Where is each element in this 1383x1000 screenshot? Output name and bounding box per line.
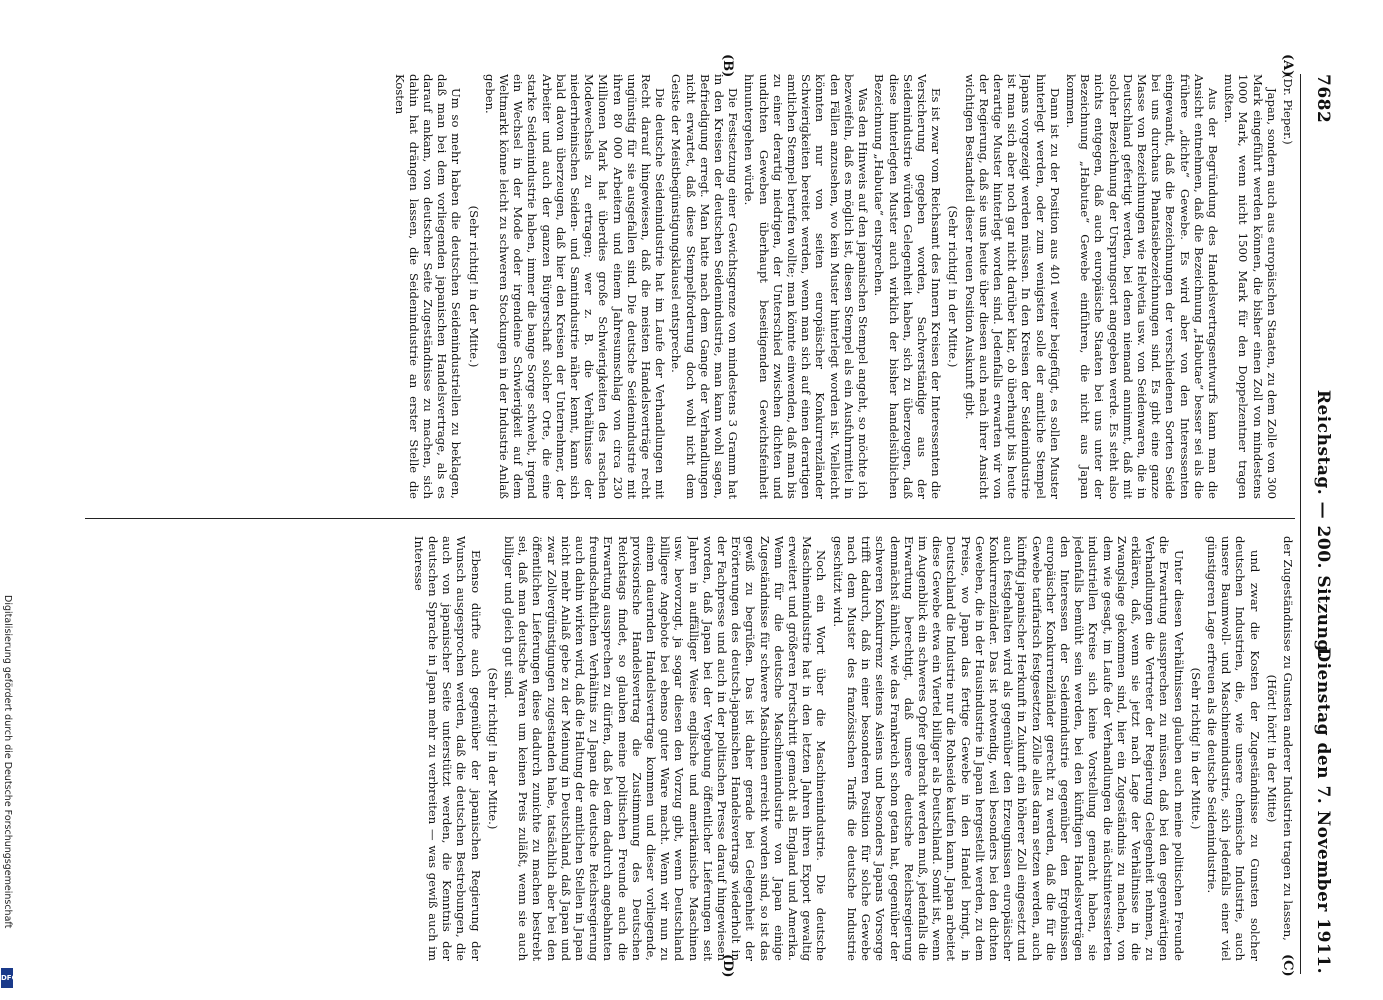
paragraph: Um so mehr haben die deutschen Seidenindustriellen zu beklagen, daß man bei dem vorliegenden japanischen Handelsvertrage, als es darauf ankam, von deutscher Seite Zugeständnisse zu machen, sich dahin hat drängen lassen, die Seidenindustrie an erster Stelle die Kosten bbox=[392, 74, 464, 499]
page-header bbox=[1305, 74, 1335, 974]
dfg-logo-icon: DFG bbox=[1, 968, 13, 988]
speaker-label: (Dr. Pieper.) bbox=[1281, 74, 1295, 145]
paragraph: und zwar die Kosten der Zugeständnisse zu Gunsten solcher deutschen Industrien, die, wie unsere chemische Industrie, auch unsere Baumwoll- und Maschinenindustrie, sich jedenfalls einer viel günstigeren Lage erfreuen als die deutsche Seidenindustrie. bbox=[1204, 536, 1262, 961]
interjection: (Sehr richtig! in der Mitte.) bbox=[466, 205, 481, 368]
paragraph: Ebenso dürfte auch gegenüber der japanischen Regierung der Wunsch ausgesprochen werden, daß die deutschen Bestrebungen, die auch von japanischer Seite unterstützt werden, die Kenntnis der deutschen Sprache in Japan mehr zu verbreiten — was gewiß auch im Interesse bbox=[411, 536, 483, 961]
page-number: 7682 bbox=[1313, 74, 1333, 124]
margin-marker-c: (C) bbox=[1280, 954, 1295, 977]
paragraph: Japan, sondern auch aus europäischen Staaten, zu dem Zolle von 300 Mark eingeführt werden können, die bisher einen Zoll von mindestens 1000 Mark, wenn nicht 1500 Mark für den Doppelzentner tragen mußten. bbox=[1222, 74, 1279, 499]
page-title: Reichstag. — 200. Sitzung. bbox=[1313, 389, 1333, 659]
paragraph: Die Festsetzung einer Gewichtsgrenze von mindestens 3 Gramm hat in den Kreisen der deutschen Seidenindustrie, man kann wohl sagen, Befriedigung erregt. Man hatte nach dem Gange der Verhandlungen nicht erwartet, daß diese Stempelforderung doch wohl nicht dem Geiste der Meistbegünstigungsklausel entspreche. bbox=[669, 74, 741, 499]
funding-note: Digitalisierung gefördert durch die Deutsche Forschungsgemeinschaft bbox=[2, 595, 13, 929]
margin-marker-b: (B) bbox=[720, 54, 735, 78]
paragraph: der Zugeständnisse zu Gunsten anderer Industrien tragen zu lassen, bbox=[1281, 536, 1295, 941]
paragraph: Was den Hinweis auf den japanischen Stempel angeht, so möchte ich bezweifeln, daß es möglich ist, diesen Stempel als ein Ausfuhrmittel in den Fällen anzusehen, wo kein Muster hinterlegt worden ist. Vielleicht könnten nur von seiten europäischer Konkurrenzländer Schwierigkeiten bereitet werden, wenn man sich auf einen derartigen amtlichen Stempel berufen wollte; man könnte einwenden, daß man bis zu einer derartig niedrigen, der Unterschied zwischen dichten und undichten Geweben überhaupt beseitigenden Gewichtsfeinheit hinuntergehen würde. bbox=[742, 74, 871, 499]
margin-marker-d: (D) bbox=[720, 954, 735, 978]
digitization-note bbox=[1, 595, 18, 995]
session-date: Dienstag den 7. November 1911. bbox=[1313, 647, 1333, 974]
paragraph: Noch ein Wort über die Maschinenindustrie. Die deutsche Maschinenindustrie hat in den letzten Jahren ihren Export gewaltig erweitert und größeren Fortschritt gemacht als England und Amerika. Wenn für die deutsche Maschinenindustrie von Japan einige Zugeständnisse für schwere Maschinen erreicht worden sind, so ist das gewiß zu begrüßen. Das ist daher gerade bei Gelegenheit der Erörterungen des deutsch-japanischen Handelsvertrags wiederholt in der Fachpresse und auch in der politischen Presse darauf hingewiesen worden, daß Japan bei der Vergebung öffentlicher Lieferungen seit Jahren in auffälliger Weise englische und amerikanische Maschinen usw. bevorzugt, ja sogar diesen den Vorzug gibt, wenn Deutschland billigere Angebote bei ebenso guter Ware macht. Wenn wir nun zu einem dauernden Handelsvertrage kommen und dieser vorliegende, provisorische Handelsvertrag die Zustimmung des Deutschen Reichstags findet, so glauben meine politischen Freunde auch die Erwartung aussprechen zu dürfen, daß bei dem dadurch angebahnten freundschaftlichen Verhältnis zu Japan die deutsche Reichsregierung auch dahin wirken wird, daß die Haltung der amtlichen Stellen in Japan nicht mehr Anlaß gebe zu der Meinung in Deutschland, daß Japan und zwar Zollvergünstigungen zugestanden habe, tatsächlich aber bei den öffentlichen Lieferungen diese dadurch zunichte zu machen bestrebt sei, daß man deutsche Waren um keinen Preis zuläßt, wenn sie auch billiger und gleich gut sind. bbox=[502, 536, 829, 961]
header-rule bbox=[1300, 74, 1301, 974]
right-column bbox=[85, 536, 1295, 961]
interjection: (Sehr richtig! in der Mitte.) bbox=[1188, 667, 1203, 830]
interjection: (Sehr richtig! in der Mitte.) bbox=[946, 205, 961, 368]
margin-marker-a: (A) bbox=[1280, 54, 1295, 77]
column-divider bbox=[85, 518, 1295, 519]
paragraph: Dann ist zu der Position aus 401 weiter beigefügt, es sollen Muster hinterlegt werden, oder zum wenigsten solle der amtliche Stempel Japans vorgezeigt werden müssen. In den Kreisen der Seidenindustrie ist man sich aber noch gar nicht darüber klar, ob überhaupt bis heute derartige Muster hinterlegt worden sind. Jedenfalls erwarten wir von der Regierung, daß sie uns heute über diesen auch nach ihrer Ansicht wichtigen Bestandteil dieser neuen Position Auskunft gibt. bbox=[962, 74, 1062, 499]
interjection: (Hört! hört! in der Mitte) bbox=[1264, 674, 1279, 823]
left-column bbox=[85, 74, 1295, 499]
interjection: (Sehr richtig! in der Mitte.) bbox=[485, 667, 500, 830]
paragraph: Die deutsche Seidenindustrie hat im Laufe der Verhandlungen mit Recht darauf hingewiesen, daß die meisten Handelsverträge recht ungünstig für sie ausgefallen sind. Die deutsche Seidenindustrie mit ihren 80 000 Arbeitern und einem Jahresumschlag von circa 230 Millionen Mark hat überdies große Schwierigkeiten des raschen Modewechsels zu ertragen; wer z. B. die Verhältnisse der niederrheinischen Seiden- und Samtindustrie näher kennt, kann sich bald davon überzeugen, daß hier den Kreisen der Unternehmer, der Arbeiter und auch der ganzen Bürgerschaft solcher Orte, die eine starke Seidenindustrie haben, immer die bange Sorge schwebt, irgend ein Wechsel in der Mode oder irgendeine Schwierigkeit auf dem Weltmarkt könne leicht zu schweren Stockungen in der Industrie Anlaß geben. bbox=[482, 74, 668, 499]
paragraph: Aus der Begründung des Handelsvertragsentwurfs kann man die Ansicht entnehmen, daß die Bezeichnung „Habutae“ besser sei als die frühere „dichte“ Gewebe. Es wird aber von den Interessenten eingewandt, daß die Bezeichnungen der verschiedenen Sorten Seide bei uns durchaus Phantasiebezeichnungen sind. Es gibt eine ganze Masse von Bezeichnungen wie Helvetia usw. von Seidenwaren, die in Deutschland gefertigt werden, bei denen niemand annimmt, daß mit solcher Bezeichnung der Ursprungsort angegeben werde. Es steht also nichts entgegen, daß auch europäische Staaten bei uns unter der Bezeichnung „Habutae“ Gewebe einführen, die nicht aus Japan kommen. bbox=[1063, 74, 1220, 499]
paragraph: Unter diesen Verhältnissen glauben auch meine politischen Freunde die Erwartung aussprechen zu müssen, daß bei den gegenwärtigen Verhandlungen die Vertreter der Regierung Gelegenheit nehmen, zu erklären, daß, wenn sie jetzt nach Lage der Verhältnisse in die Zwangslage gekommen sind, hier ein Zugeständnis zu machen, von dem wie gesagt, im Laufe der Verhandlungen die nächstinteressierten industriellen Kreise sich keine Vorstellung gemacht haben, sie jedenfalls bemüht sein werden, bei den künftigen Handelsverträgen den Interessen der Seidenindustrie gegenüber den Ergebnissen europäischer Konkurrenzländer gerecht zu werden, daß die für die Gewebe tarifarisch festgesetzten Zölle alles daran setzen werden, auch künftig japanischer Herkunft in Zukunft ein höherer Zoll eingesetzt und auch festgehalten wird als gegenüber den Erzeugnissen europäischer Konkurrenzländer. Das ist notwendig, weil besonders bei den dichten Geweben, die in der Hausindustrie in Japan hergestellt werden, zu dem Preise, wo Japan das fertige Gewebe in den Handel bringt, in Deutschland die Industrie nur die Rohseide kaufen kann. Japan arbeitet diese Gewebe etwa ein Viertel billiger als Deutschland. Somit ist, wenn im Augenblick ein schweres Opfer gebracht werden muß, jedenfalls die Erwartung berechtigt, daß unsere deutsche Reichsregierung demnächst ähnlich, wie das Frankreich schon getan hat, gegenüber der schweren Konkurrenz seitens Asiens und besonders Japans Vorsorge trifft dadurch, daß in einer besonderen Position für solche Gewebe nach dem Muster des französischen Tarifs die deutsche Industrie geschützt wird. bbox=[830, 536, 1186, 961]
rotated-page-content bbox=[70, 54, 1335, 978]
paragraph: Es ist zwar vom Reichsamt des Innern Kreisen der Interessenten die Versicherung gegeben worden, Sachverständige aus der Seidenindustrie würden Gelegenheit haben, sich zu überzeugen, daß diese hinterlegten Muster auch wirklich der bisher handelsüblichen Bezeichnung „Habutae“ entsprechen. bbox=[872, 74, 944, 499]
